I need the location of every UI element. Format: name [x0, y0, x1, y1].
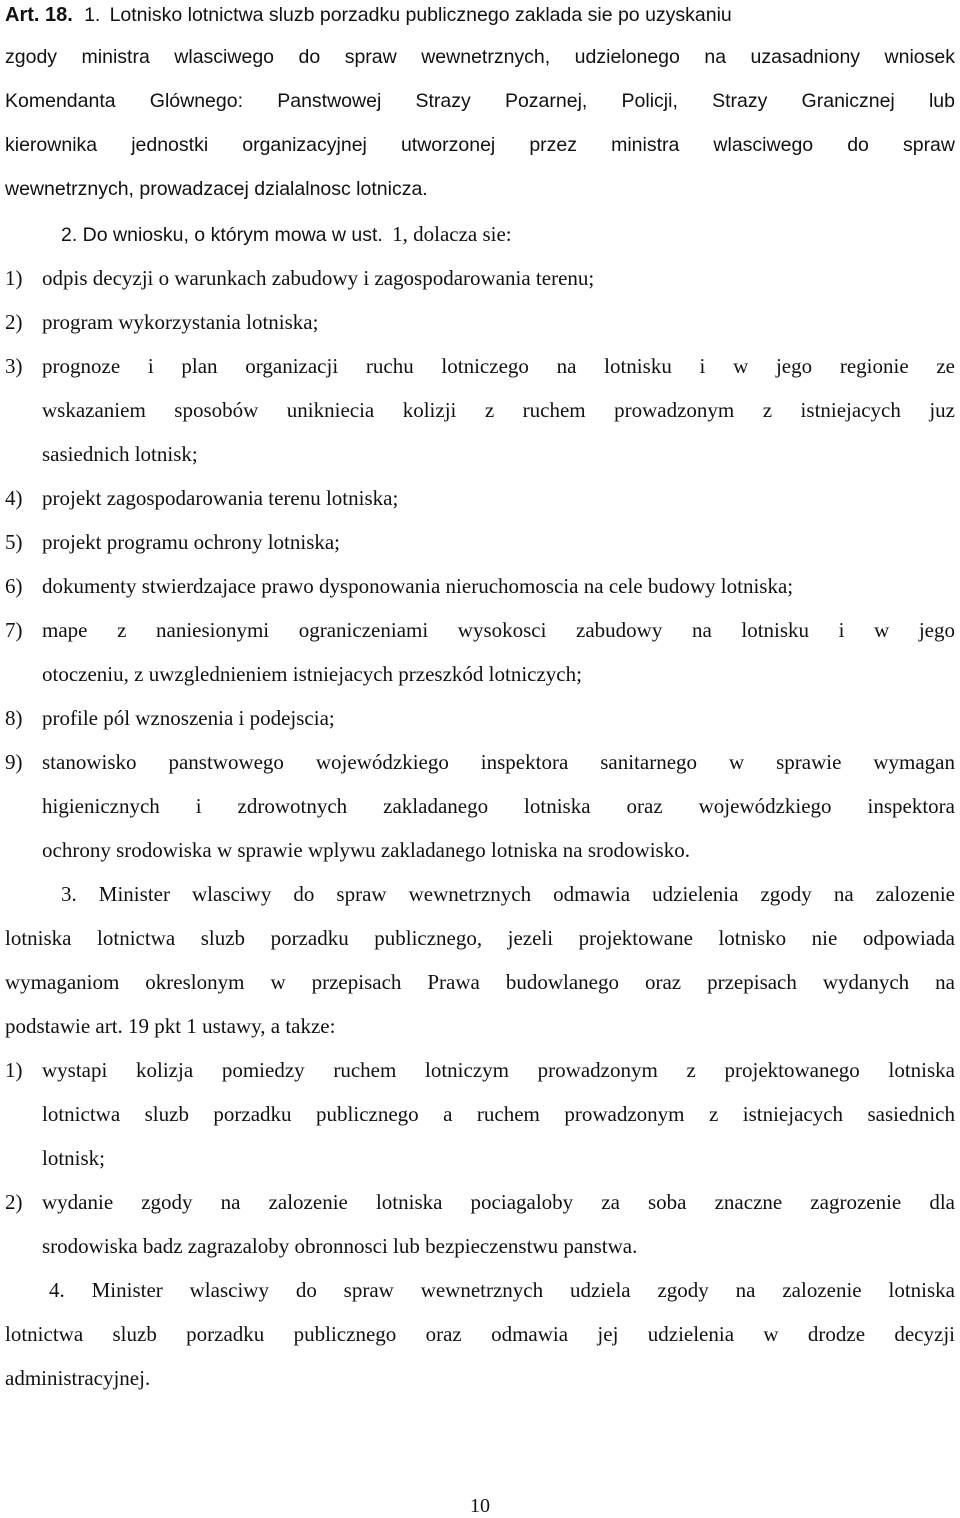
p3-item-1-line-3: lotnisk; [42, 1146, 106, 1170]
p3-item-2-number: 2) [5, 1190, 23, 1214]
p2-item-9-line-1: stanowisko panstwowego wojewódzkiego inspektora sanitarnego w sprawie wymagan [42, 750, 955, 774]
p2-item-7-line-1: mape z naniesionymi ograniczeniami wysokosci zabudowy na lotnisku i w jego [42, 618, 955, 642]
p3-item-1-line-2: lotnictwa sluzb porzadku publicznego a ruchem prowadzonym z istniejacych sasiednich [42, 1102, 955, 1126]
p2-item-5-line-1: projekt programu ochrony lotniska; [42, 530, 341, 554]
page-number: 10 [470, 1495, 490, 1517]
paragraph-4-line-1: 4. Minister wlasciwy do spraw wewnetrznych udziela zgody na zalozenie lotniska [49, 1278, 955, 1302]
p2-item-4-line-1: projekt zagospodarowania terenu lotniska; [42, 486, 399, 510]
paragraph-3-line-2: lotniska lotnictwa sluzb porzadku publicznego, jezeli projektowane lotnisko nie odpowiada [5, 926, 955, 950]
p2-item-3-number: 3) [5, 354, 23, 378]
p2-item-1-line-1: odpis decyzji o warunkach zabudowy i zagospodarowania terenu; [42, 266, 595, 290]
paragraph-4-line-2: lotnictwa sluzb porzadku publicznego oraz odmawia jej udzielenia w drodze decyzji [5, 1322, 955, 1346]
p2-item-1-number: 1) [5, 266, 23, 290]
paragraph-2-intro [61, 224, 512, 246]
p3-item-2-line-2: srodowiska badz zagrazaloby obronnosci lub bezpieczenstwu panstwa. [42, 1234, 638, 1258]
p2-item-8-number: 8) [5, 706, 23, 730]
p2-item-6-number: 6) [5, 574, 23, 598]
p3-item-1-number: 1) [5, 1058, 23, 1082]
p2-item-9-line-3: ochrony srodowiska w sprawie wplywu zakladanego lotniska na srodowisko. [42, 838, 690, 862]
paragraph-1-line-5: wewnetrznych, prowadzacej dzialalnosc lotnicza. [5, 178, 428, 200]
paragraph-1-line-4: kierownika jednostki organizacyjnej utworzonej przez ministra wlasciwego do spraw [5, 134, 955, 156]
paragraph-3-line-1: 3. Minister wlasciwy do spraw wewnetrznych odmawia udzielenia zgody na zalozenie [61, 882, 955, 906]
p2-item-2-number: 2) [5, 310, 23, 334]
paragraph-1-line-3: Komendanta Glównego: Panstwowej Strazy Pozarnej, Policji, Strazy Granicznej lub [5, 90, 955, 112]
p2-item-2-line-1: program wykorzystania lotniska; [42, 310, 319, 334]
p3-item-1-line-1: wystapi kolizja pomiedzy ruchem lotniczym prowadzonym z projektowanego lotniska [42, 1058, 955, 1082]
p2-item-3-line-1: prognoze i plan organizacji ruchu lotniczego na lotnisku i w jego regionie ze [42, 354, 955, 378]
paragraph-1-line-1: Lotnisko lotnictwa sluzb porzadku publicznego zaklada sie po uzyskaniu [109, 4, 732, 26]
p2-item-3-line-2: wskazaniem sposobów unikniecia kolizji z ruchem prowadzonym z istniejacych juz [42, 398, 955, 422]
p2-item-5-number: 5) [5, 530, 23, 554]
p2-item-6-line-1: dokumenty stwierdzajace prawo dysponowania nieruchomoscia na cele budowy lotniska; [42, 574, 794, 598]
p3-item-2-line-1: wydanie zgody na zalozenie lotniska pociagaloby za soba znaczne zagrozenie dla [42, 1190, 955, 1214]
p2-item-8-line-1: profile pól wznoszenia i podejscia; [42, 706, 335, 730]
p2-item-9-line-2: higienicznych i zdrowotnych zakladanego lotniska oraz wojewódzkiego inspektora [42, 794, 955, 818]
paragraph-4-line-3: administracyjnej. [5, 1366, 151, 1390]
paragraph-3-line-3: wymaganiom okreslonym w przepisach Prawa budowlanego oraz przepisach wydanych na [5, 970, 955, 994]
article-heading: Art. 18. [5, 4, 73, 26]
paragraph-3-line-4: podstawie art. 19 pkt 1 ustawy, a takze: [5, 1014, 336, 1038]
paragraph-1-line-2: zgody ministra wlasciwego do spraw wewnetrznych, udzielonego na uzasadniony wniosek [5, 46, 955, 68]
p2-item-9-number: 9) [5, 750, 23, 774]
p2-item-4-number: 4) [5, 486, 23, 510]
p2-item-7-line-2: otoczeniu, z uwzglednieniem istniejacych przeszkód lotniczych; [42, 662, 582, 686]
paragraph-2-intro-part-b: 1, dolacza sie: [392, 222, 512, 246]
p2-item-3-line-3: sasiednich lotnisk; [42, 442, 198, 466]
paragraph-1-number: 1. [84, 4, 101, 26]
p2-item-7-number: 7) [5, 618, 23, 642]
paragraph-2-intro-part-a: 2. Do wniosku, o którym mowa w ust. [61, 224, 383, 246]
article-first-line [5, 4, 732, 26]
